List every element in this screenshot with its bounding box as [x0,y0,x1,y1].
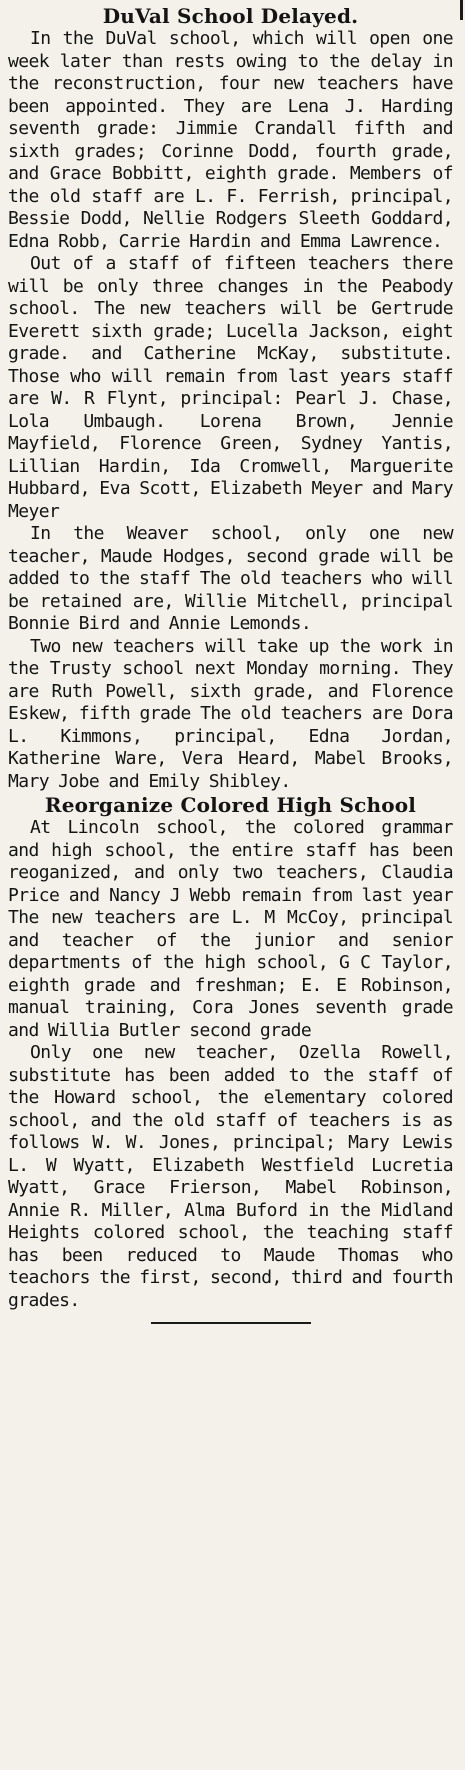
headline-duval-school: DuVal School Delayed. [102,4,359,28]
column-edge-mark [460,0,463,20]
paragraph-duval: In the DuVal school, which will open one week later than rests owing to the delay in the reconstruction, four new teachers have been appointed. They are Lena J. Harding seventh grade: Jimmie Crandall fifth and sixth grades; Corinne Dodd, fourth grade, and Grace Bobbitt, eighth grade. Members of the old staff are L. F. Ferrish, principal, Bessie Dodd, Nellie Rodgers Sleeth Goddard, Edna Robb, Carrie Hardin and Emma Lawrence. [8,28,453,252]
paragraph-trusty: Two new teachers will take up the work in the Trusty school next Monday morning. They are Ruth Powell, sixth grade, and Florence Eskew, fifth grade The old teachers are Dora L. Kimmons, principal, Edna Jordan, Katherine Ware, Vera Heard, Mabel Brooks, Mary Jobe and Emily Shibley. [8,635,453,792]
headline-colored-high-school: Reorganize Colored High School [44,793,417,817]
paragraph-peabody: Out of a staff of fifteen teachers there will be only three changes in the Peabody school. The new teachers will be Gertrude Everett sixth grade; Lucella Jackson, eight grade. and Catherine McKay, substitute. Those who will remain from last years staff are W. R Flynt, principal: Pearl J. Chase, Lola Umbaugh. Lorena Brown, Jennie Mayfield, Florence Green, Sydney Yantis, Lillian Hardin, Ida Cromwell, Marguerite Hubbard, Eva Scott, Elizabeth Meyer and Mary Meyer [8,253,453,522]
paragraph-howard: Only one new teacher, Ozella Rowell, substitute has been added to the staff of the Howard school, the elementary colored school, and the old staff of teachers is as follows W. W. Jones, principal; Mary Lewis L. W Wyatt, Elizabeth Westfield Lucretia Wyatt, Grace Frierson, Mabel Robinson, Annie R. Miller, Alma Buford in the Midland Heights colored school, the teaching staff has been reduced to Maude Thomas who teachors the first, second, third and fourth grades. [8,1042,453,1311]
end-rule [151,1322,311,1324]
paragraph-weaver: In the Weaver school, only one new teacher, Maude Hodges, second grade will be added to the staff The old teachers who will be retained are, Willie Mitchell, principal Bonnie Bird and Annie Lemonds. [8,523,453,634]
paragraph-lincoln: At Lincoln school, the colored grammar and high school, the entire staff has been reoganized, and only two teachers, Claudia Price and Nancy J Webb remain from last year The new teachers are L. M McCoy, principal and teacher of the junior and senior departments of the high school, G C Taylor, eighth grade and freshman; E. E Robinson, manual training, Cora Jones seventh grade and Willia Butler second grade [8,817,453,1041]
